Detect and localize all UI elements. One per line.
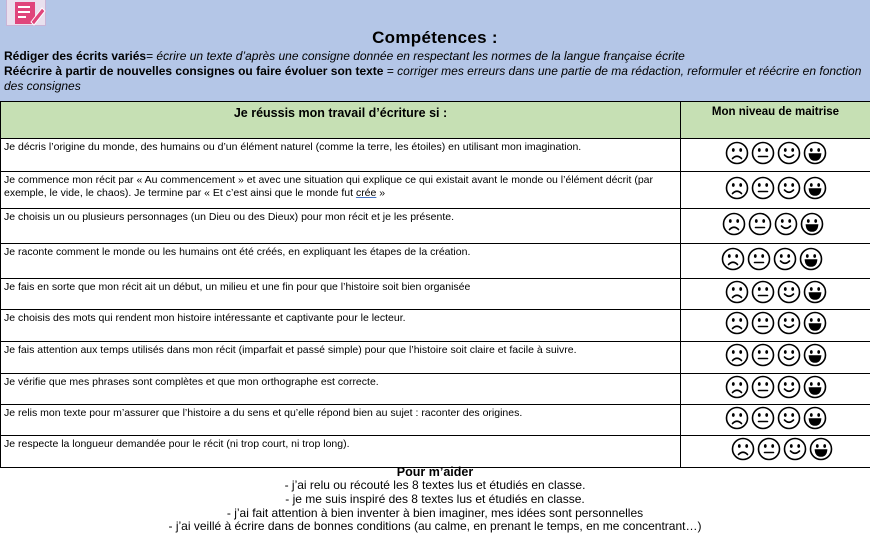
sad-face-icon[interactable] xyxy=(725,141,749,165)
help-item: - j’ai fait attention à bien inventer à bien imaginer, mes idées sont personnelles xyxy=(226,505,644,520)
criterion-label-end: » xyxy=(376,186,386,199)
criterion-text xyxy=(1,405,681,436)
criterion-label: Je choisis un ou plusieurs personnages (un Dieu ou des Dieux) pour mon récit et je les présente. xyxy=(4,211,454,223)
sad-face-icon[interactable] xyxy=(725,176,749,200)
mastery-level-cell xyxy=(681,279,870,310)
neutral-face-icon[interactable] xyxy=(751,343,775,367)
table-row xyxy=(1,405,870,436)
big-smile-face-icon[interactable] xyxy=(799,247,823,271)
big-smile-face-icon[interactable] xyxy=(809,437,833,461)
competence-line-1 xyxy=(4,49,866,64)
help-title: Pour m’aider xyxy=(396,465,474,479)
mastery-level-cell xyxy=(681,172,870,209)
criterion-label: Je choisis des mots qui rendent mon histoire intéressante et captivante pour le lecteur. xyxy=(4,312,406,324)
criterion-text xyxy=(1,244,681,279)
criterion-label: Je raconte comment le monde ou les humains ont été créés, en expliquant les étapes de la création. xyxy=(4,246,471,258)
help-item: - j’ai veillé à écrire dans de bonnes conditions (au calme, en prenant le temps, en me concentrant…) xyxy=(168,519,702,534)
competence-2-separator: = xyxy=(383,64,398,78)
smile-face-icon[interactable] xyxy=(777,280,801,304)
neutral-face-icon[interactable] xyxy=(751,141,775,165)
sad-face-icon[interactable] xyxy=(722,212,746,236)
mastery-faces xyxy=(725,375,827,399)
neutral-face-icon[interactable] xyxy=(748,212,772,236)
mastery-level-cell xyxy=(681,342,870,374)
neutral-face-icon[interactable] xyxy=(751,375,775,399)
mastery-faces xyxy=(725,280,827,304)
competence-2-name: Réécrire à partir de nouvelles consignes ou faire évoluer son texte xyxy=(4,64,384,78)
sad-face-icon[interactable] xyxy=(725,375,749,399)
big-smile-face-icon[interactable] xyxy=(803,375,827,399)
smile-face-icon[interactable] xyxy=(777,343,801,367)
mastery-faces xyxy=(731,437,833,461)
sad-face-icon[interactable] xyxy=(725,406,749,430)
neutral-face-icon[interactable] xyxy=(751,311,775,335)
smile-face-icon[interactable] xyxy=(783,437,807,461)
level-column-header: Mon niveau de maitrise xyxy=(681,102,870,139)
neutral-face-icon[interactable] xyxy=(751,406,775,430)
criterion-text xyxy=(1,209,681,244)
neutral-face-icon[interactable] xyxy=(751,280,775,304)
mastery-faces xyxy=(725,343,827,367)
smile-face-icon[interactable] xyxy=(777,375,801,399)
sad-face-icon[interactable] xyxy=(725,280,749,304)
mastery-level-cell xyxy=(681,139,870,172)
competence-2-definition: corriger mes erreurs dans une partie de ma rédaction, reformuler et réécrire en fonction des consignes xyxy=(4,64,862,93)
big-smile-face-icon[interactable] xyxy=(803,141,827,165)
table-row xyxy=(1,279,870,310)
smile-face-icon[interactable] xyxy=(777,176,801,200)
mastery-faces xyxy=(725,406,827,430)
mastery-faces xyxy=(722,212,824,236)
neutral-face-icon[interactable] xyxy=(757,437,781,461)
neutral-face-icon[interactable] xyxy=(751,176,775,200)
help-item: - j’ai relu ou récouté les 8 textes lus et étudiés en classe. xyxy=(284,478,586,492)
sad-face-icon[interactable] xyxy=(725,343,749,367)
smile-face-icon[interactable] xyxy=(777,141,801,165)
criterion-label: Je décris l’origine du monde, des humains ou d’un élément naturel (comme la terre, les étoiles) en utilisant mon imagination. xyxy=(4,141,582,153)
mastery-level-cell xyxy=(681,374,870,405)
competence-1-separator: = xyxy=(146,49,157,63)
table-row xyxy=(1,172,870,209)
mastery-level-cell xyxy=(681,405,870,436)
sad-face-icon[interactable] xyxy=(731,437,755,461)
big-smile-face-icon[interactable] xyxy=(803,280,827,304)
smile-face-icon[interactable] xyxy=(777,311,801,335)
smile-face-icon[interactable] xyxy=(774,212,798,236)
mastery-faces xyxy=(725,311,827,335)
page-title: Compétences : xyxy=(372,28,498,47)
criterion-text xyxy=(1,279,681,310)
mastery-level-cell xyxy=(681,209,870,244)
big-smile-face-icon[interactable] xyxy=(803,406,827,430)
big-smile-face-icon[interactable] xyxy=(803,176,827,200)
mastery-level-cell xyxy=(681,244,870,279)
criterion-label: Je commence mon récit par « Au commencement » et avec une situation qui explique ce qui existait avant le monde ou l’élément décrit (par exemple, le vide, le chaos). Je termine par « Et c’est ainsi que le monde fut xyxy=(4,174,654,199)
criteria-column-header: Je réussis mon travail d’écriture si : xyxy=(1,102,681,139)
competence-line-2 xyxy=(4,64,866,94)
competence-1-definition: écrire un texte d’après une consigne donnée en respectant les normes de la langue française écrite xyxy=(156,49,685,63)
table-row xyxy=(1,310,870,342)
competences-header xyxy=(0,0,870,101)
criterion-text xyxy=(1,436,681,468)
big-smile-face-icon[interactable] xyxy=(800,212,824,236)
criterion-label: Je respecte la longueur demandée pour le récit (ni trop court, ni trop long). xyxy=(4,438,350,450)
criterion-text xyxy=(1,342,681,374)
criterion-text xyxy=(1,374,681,405)
criterion-text xyxy=(1,139,681,172)
mastery-faces xyxy=(725,141,827,165)
criterion-label: Je fais en sorte que mon récit ait un début, un milieu et une fin pour que l’histoire soit bien organisée xyxy=(4,281,471,293)
table-row xyxy=(1,374,870,405)
help-item: - je me suis inspiré des 8 textes lus et étudiés en classe. xyxy=(285,491,585,506)
neutral-face-icon[interactable] xyxy=(747,247,771,271)
table-row xyxy=(1,342,870,374)
spelling-flagged-word: crée xyxy=(355,186,377,199)
table-row xyxy=(1,139,870,172)
criterion-text xyxy=(1,172,681,209)
criterion-label: Je relis mon texte pour m’assurer que l’histoire a du sens et qu’elle répond bien au sujet : raconter des origines. xyxy=(4,407,523,419)
criterion-text xyxy=(1,310,681,342)
help-section xyxy=(0,465,870,534)
big-smile-face-icon[interactable] xyxy=(803,311,827,335)
criterion-label: Je vérifie que mes phrases sont complètes et que mon orthographe est correcte. xyxy=(4,376,379,388)
table-row xyxy=(1,436,870,468)
sad-face-icon[interactable] xyxy=(721,247,745,271)
criteria-table xyxy=(0,101,870,468)
smile-face-icon[interactable] xyxy=(777,406,801,430)
smile-face-icon[interactable] xyxy=(773,247,797,271)
competence-1-name: Rédiger des écrits variés xyxy=(4,49,147,63)
sad-face-icon[interactable] xyxy=(725,311,749,335)
mastery-faces xyxy=(725,176,827,200)
pencil-document-icon xyxy=(6,0,46,26)
big-smile-face-icon[interactable] xyxy=(803,343,827,367)
criterion-label: Je fais attention aux temps utilisés dans mon récit (imparfait et passé simple) pour que l’histoire soit claire et facile à suivre. xyxy=(4,344,577,356)
table-row xyxy=(1,244,870,279)
mastery-level-cell xyxy=(681,310,870,342)
mastery-faces xyxy=(721,247,823,271)
table-row xyxy=(1,209,870,244)
mastery-level-cell xyxy=(681,436,870,468)
